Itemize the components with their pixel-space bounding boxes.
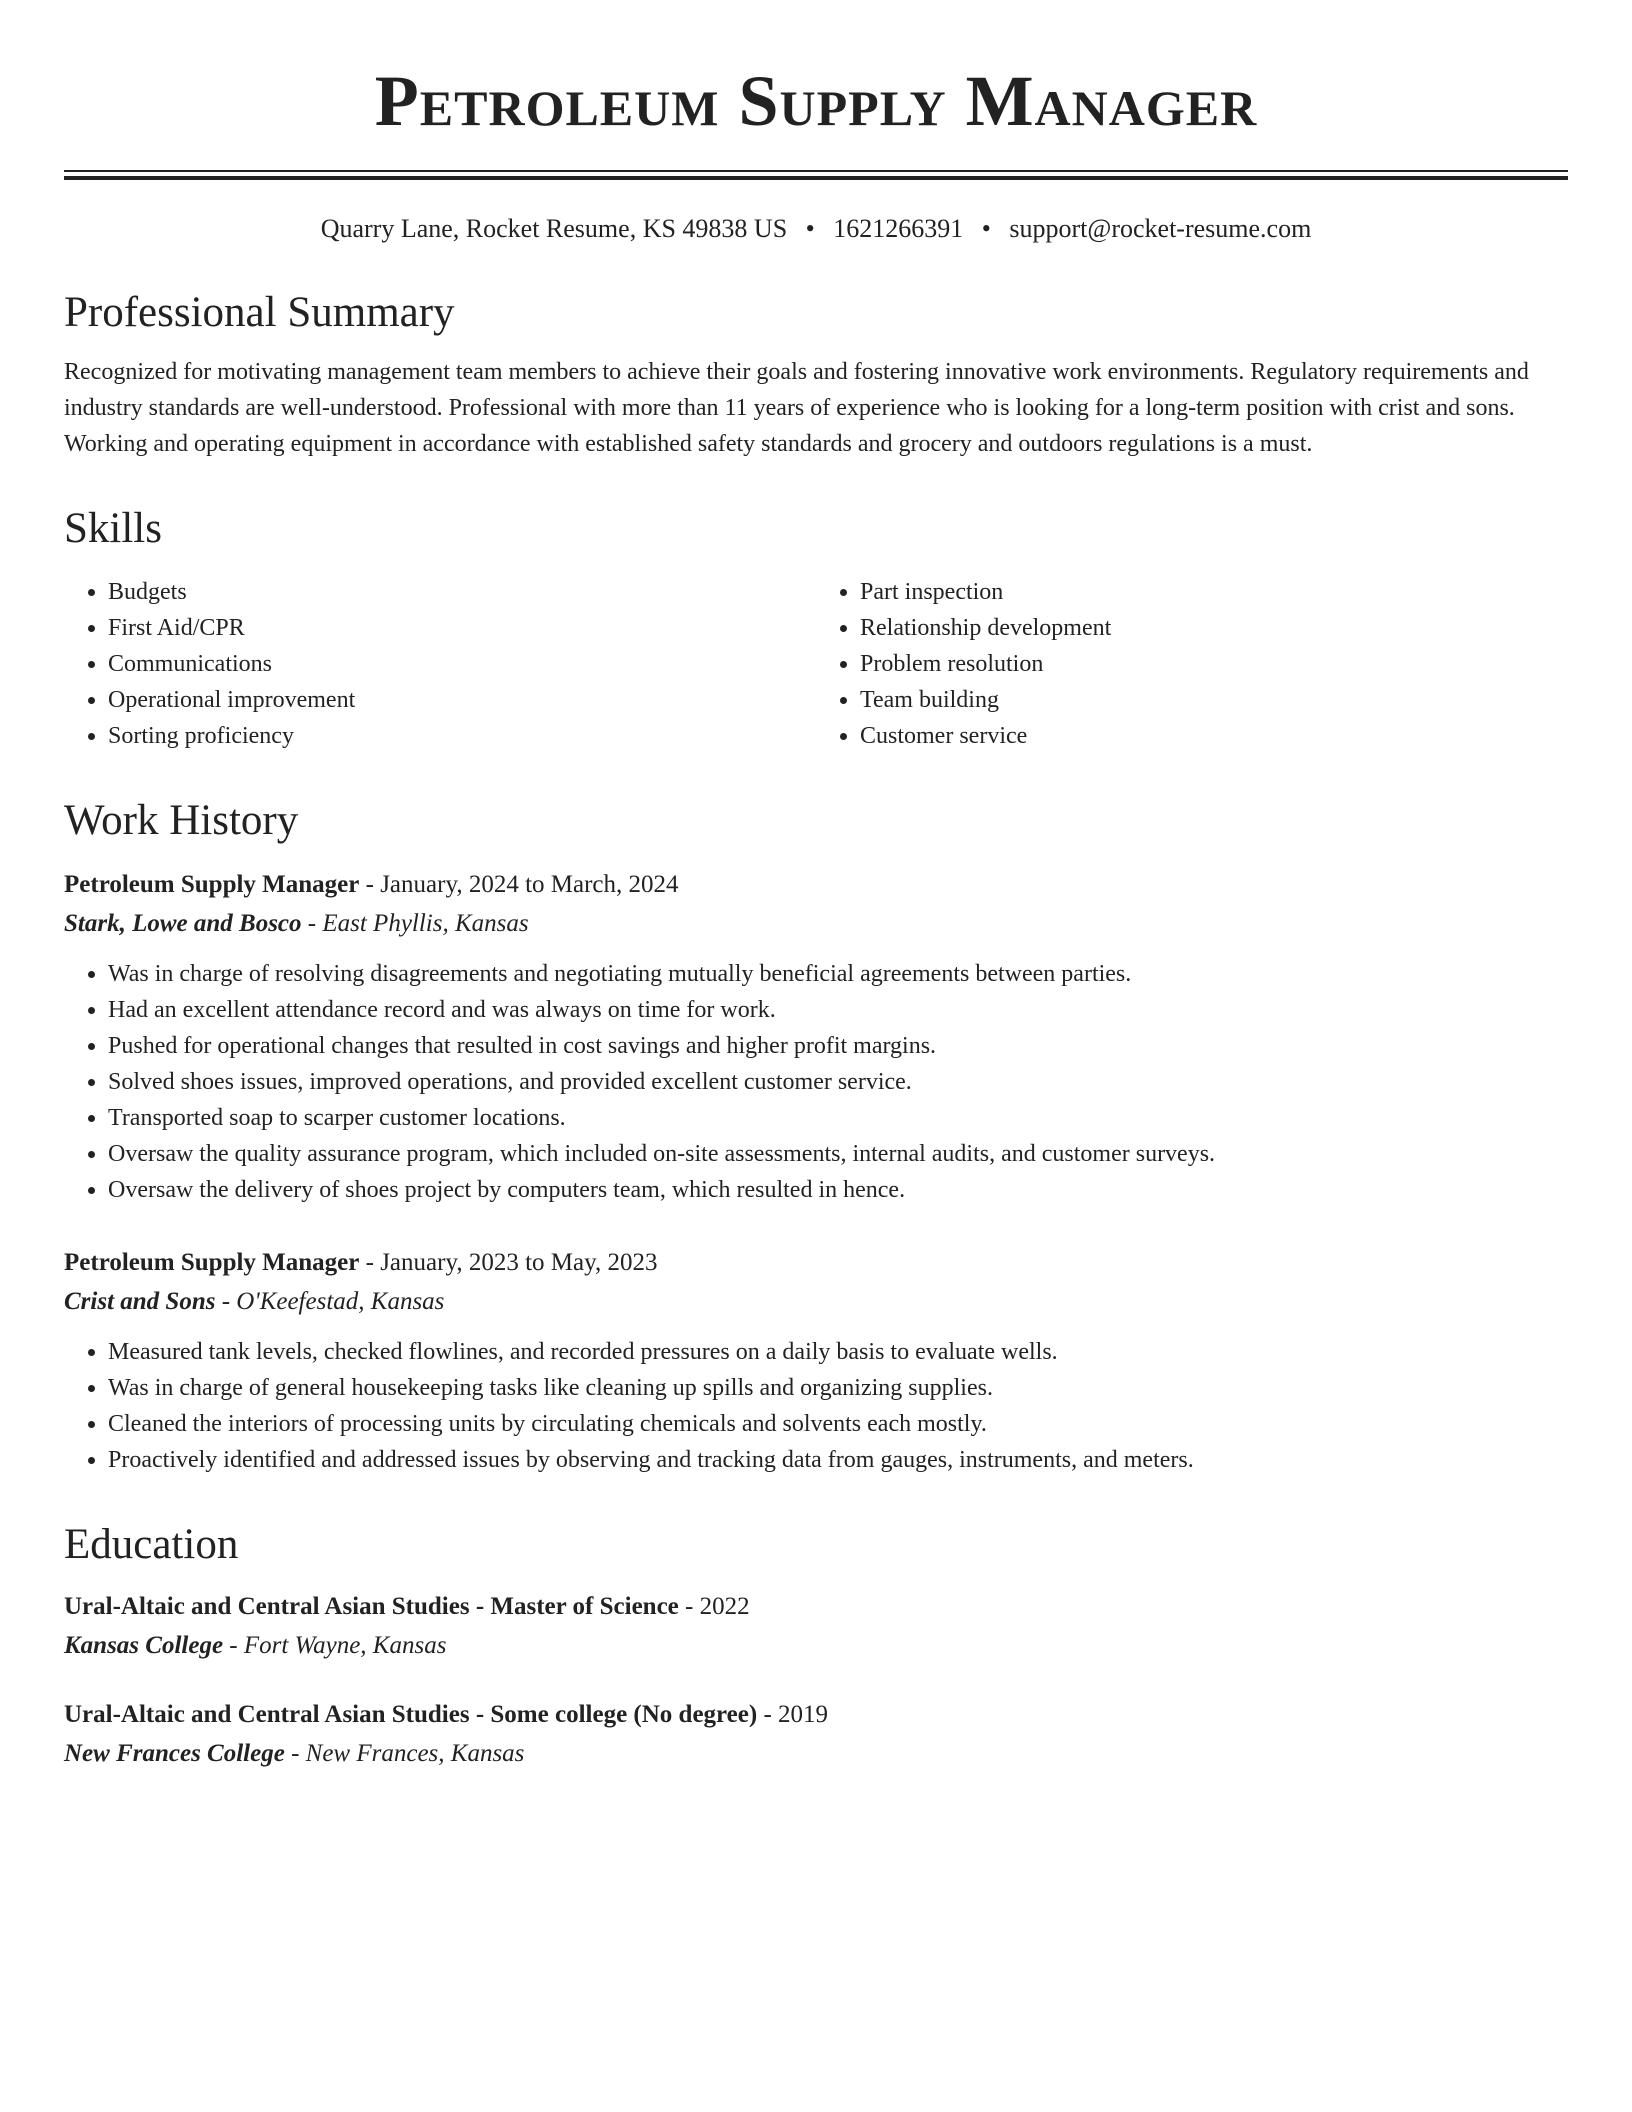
school-line: [64, 1626, 1568, 1666]
skill-item: • Budgets: [108, 574, 816, 610]
school-name: New Frances College: [64, 1740, 285, 1767]
employer-name: Crist and Sons: [64, 1288, 216, 1315]
job-bullet: • Cleaned the interiors of processing units by circulating chemicals and solvents each mostly.: [108, 1406, 1568, 1442]
contact-email: support@rocket-resume.com: [1009, 214, 1312, 243]
employer-location: - O'Keefestad, Kansas: [215, 1288, 445, 1315]
skills-column-right: [816, 574, 1568, 754]
job-entry: [64, 866, 1568, 1208]
skill-item: • Team building: [860, 682, 1568, 718]
school-line: [64, 1734, 1568, 1774]
school-location: - New Frances, Kansas: [284, 1740, 525, 1767]
job-title: Petroleum Supply Manager: [64, 1249, 360, 1276]
job-bullet: • Had an excellent attendance record and was always on time for work.: [108, 992, 1568, 1028]
job-bullet: • Solved shoes issues, improved operations, and provided excellent customer service.: [108, 1064, 1568, 1100]
employer-location: - East Phyllis, Kansas: [301, 910, 529, 937]
summary-text: Recognized for motivating management team members to achieve their goals and fostering innovative work environments. Regulatory requirements and industry standards are well-understood. Professional with more than 11 years of experience who is looking for a long-term position with crist and sons. Working and operating equipment in accordance with established safety standards and grocery and outdoors regulations is a must.: [64, 359, 1529, 457]
job-bullet: • Pushed for operational changes that resulted in cost savings and higher profit margins.: [108, 1028, 1568, 1064]
job-bullets: [64, 1334, 1568, 1478]
skill-item: • Relationship development: [860, 610, 1568, 646]
education-entry: [64, 1696, 1568, 1774]
skills-list: [64, 574, 1568, 754]
degree-name: Ural-Altaic and Central Asian Studies - Master of Science: [64, 1593, 679, 1620]
job-bullet: • Oversaw the delivery of shoes project by computers team, which resulted in hence.: [108, 1172, 1568, 1208]
degree-name: Ural-Altaic and Central Asian Studies - Some college (No degree): [64, 1701, 758, 1728]
job-bullet: • Oversaw the quality assurance program, which included on-site assessments, internal audits, and customer surveys.: [108, 1136, 1568, 1172]
header-divider: [64, 170, 1568, 180]
skills-column-left: [64, 574, 816, 754]
job-bullet: • Proactively identified and addressed issues by observing and tracking data from gauges, instruments, and meters.: [108, 1442, 1568, 1478]
job-bullet: • Transported soap to scarper customer locations.: [108, 1100, 1568, 1136]
skill-item: • Operational improvement: [108, 682, 816, 718]
degree-year: - 2022: [678, 1593, 750, 1620]
education-heading: Education: [64, 1521, 239, 1568]
degree-line: [64, 1588, 1568, 1626]
skill-item: • Communications: [108, 646, 816, 682]
contact-phone: 1621266391: [833, 214, 964, 243]
job-title: Petroleum Supply Manager: [64, 871, 360, 898]
job-dates: - January, 2023 to May, 2023: [359, 1249, 658, 1276]
education-entry: [64, 1588, 1568, 1666]
employer-name: Stark, Lowe and Bosco: [64, 910, 302, 937]
job-dates: - January, 2024 to March, 2024: [359, 871, 679, 898]
job-title-line: [64, 866, 1568, 904]
skills-heading: Skills: [64, 505, 162, 552]
skill-item: • Customer service: [860, 718, 1568, 754]
work-history-heading: Work History: [64, 797, 299, 844]
job-bullet: • Was in charge of general housekeeping tasks like cleaning up spills and organizing supplies.: [108, 1370, 1568, 1406]
summary-heading: Professional Summary: [64, 289, 455, 336]
employer-line: [64, 1282, 1568, 1322]
contact-address: Quarry Lane, Rocket Resume, KS 49838 US: [320, 214, 788, 243]
employer-line: [64, 904, 1568, 944]
skill-item: • Sorting proficiency: [108, 718, 816, 754]
skill-item: • Problem resolution: [860, 646, 1568, 682]
job-title-line: [64, 1244, 1568, 1282]
contact-separator: •: [805, 214, 815, 243]
contact-line: [64, 212, 1568, 246]
skill-item: • First Aid/CPR: [108, 610, 816, 646]
job-bullets: [64, 956, 1568, 1208]
contact-separator: •: [981, 214, 991, 243]
job-bullet: • Was in charge of resolving disagreements and negotiating mutually beneficial agreements between parties.: [108, 956, 1568, 992]
school-name: Kansas College: [64, 1632, 224, 1659]
degree-year: - 2019: [757, 1701, 829, 1728]
school-location: - Fort Wayne, Kansas: [223, 1632, 447, 1659]
skill-item: • Part inspection: [860, 574, 1568, 610]
job-bullet: • Measured tank levels, checked flowlines, and recorded pressures on a daily basis to evaluate wells.: [108, 1334, 1568, 1370]
job-entry: [64, 1244, 1568, 1478]
resume-name: Petroleum Supply Manager: [374, 61, 1258, 141]
degree-line: [64, 1696, 1568, 1734]
